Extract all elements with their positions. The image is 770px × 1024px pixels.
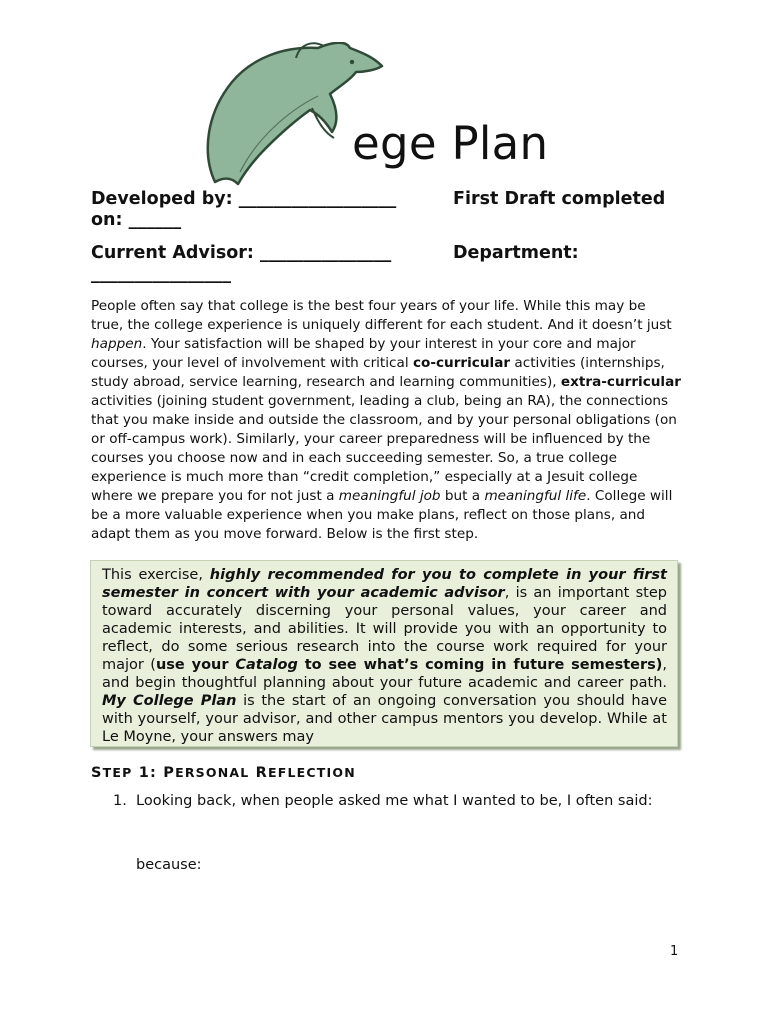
callout-emphasis: use your	[155, 657, 236, 673]
intro-text: . College will be a more valuable experience when you make plans, reflect on those plans, and adapt them as you move forward. Below is the first step.	[91, 488, 673, 542]
department-field: Department:	[453, 243, 579, 263]
first-draft-field: First Draft completed	[453, 189, 666, 209]
callout-emphasis: highly recommended for you to complete in your first semester in concert with your academic advisor	[102, 567, 667, 601]
heading-smallcaps: TEP	[102, 765, 133, 780]
callout-text	[91, 561, 677, 746]
intro-text: but a	[440, 488, 485, 504]
first-draft-field-tail: on: ______	[91, 210, 182, 230]
intro-text: activities (internships, study abroad, service learning, research and learning communities),	[91, 355, 665, 390]
intro-emphasis: meaningful job	[338, 488, 441, 504]
callout-span: , is an important step toward accurately discerning your personal values, your career and academic interests, and abilities. It will provide you with an opportunity to reflect, do some serious research into the course work required for your major (	[102, 585, 667, 673]
exercise-callout-box	[90, 560, 678, 747]
callout-emphasis: to see what’s coming in future semesters)	[297, 657, 663, 673]
intro-text: People often say that college is the best four years of your life. While this may be true, the college experience is uniquely different for each student. And it doesn’t just	[91, 298, 672, 333]
callout-span: , and begin thoughtful planning about your future academic and career path.	[102, 657, 667, 691]
heading-cap: 1:	[132, 765, 164, 781]
callout-emphasis: Catalog	[235, 657, 298, 673]
callout-span: is the start of an ongoing conversation you should have with yourself, your advisor, and other campus mentors you develop. While at Le Moyne, your answers may	[102, 693, 667, 745]
callout-span: This exercise,	[102, 567, 210, 583]
dolphin-eye	[350, 60, 354, 64]
developer-field-row	[91, 189, 681, 231]
step-1-heading	[91, 765, 356, 781]
intro-text: . Your satisfaction will be shaped by your interest in your core and major courses, your level of involvement with critical	[91, 336, 636, 371]
heading-cap: R	[249, 765, 269, 781]
because-label: because:	[136, 857, 202, 873]
heading-smallcaps: EFLECTION	[268, 765, 356, 780]
heading-cap: P	[163, 765, 176, 781]
intro-text: activities (joining student government, leading a club, being an RA), the connections that you make inside and outside the classroom, and by your personal obligations (on or off-campus work). Similarly, your career preparedness will be influenced by the courses you choose now and in each succeeding semester. So, a true college experience is much more than “credit completion,” especially at a Jesuit college where we prepare you for not just a	[91, 393, 677, 504]
current-advisor-field: Current Advisor: _______________	[91, 243, 392, 263]
question-number: 1.	[113, 793, 127, 809]
page-title: ege Plan	[352, 117, 549, 170]
intro-bold-term: co-curricular	[412, 355, 511, 371]
callout-emphasis: My College Plan	[102, 693, 237, 709]
developed-by-field: Developed by: __________________	[91, 189, 397, 209]
intro-paragraph	[91, 297, 681, 544]
heading-smallcaps: ERSONAL	[175, 765, 250, 780]
advisor-field-row	[91, 243, 681, 285]
page-number: 1	[670, 944, 679, 959]
heading-cap: S	[91, 765, 103, 781]
intro-emphasis: meaningful life	[484, 488, 587, 504]
question-text: Looking back, when people asked me what I wanted to be, I often said:	[136, 793, 653, 809]
intro-emphasis: happen	[91, 336, 143, 352]
intro-bold-term: extra-curricular	[560, 374, 681, 390]
department-field-tail: ________________	[91, 264, 231, 284]
